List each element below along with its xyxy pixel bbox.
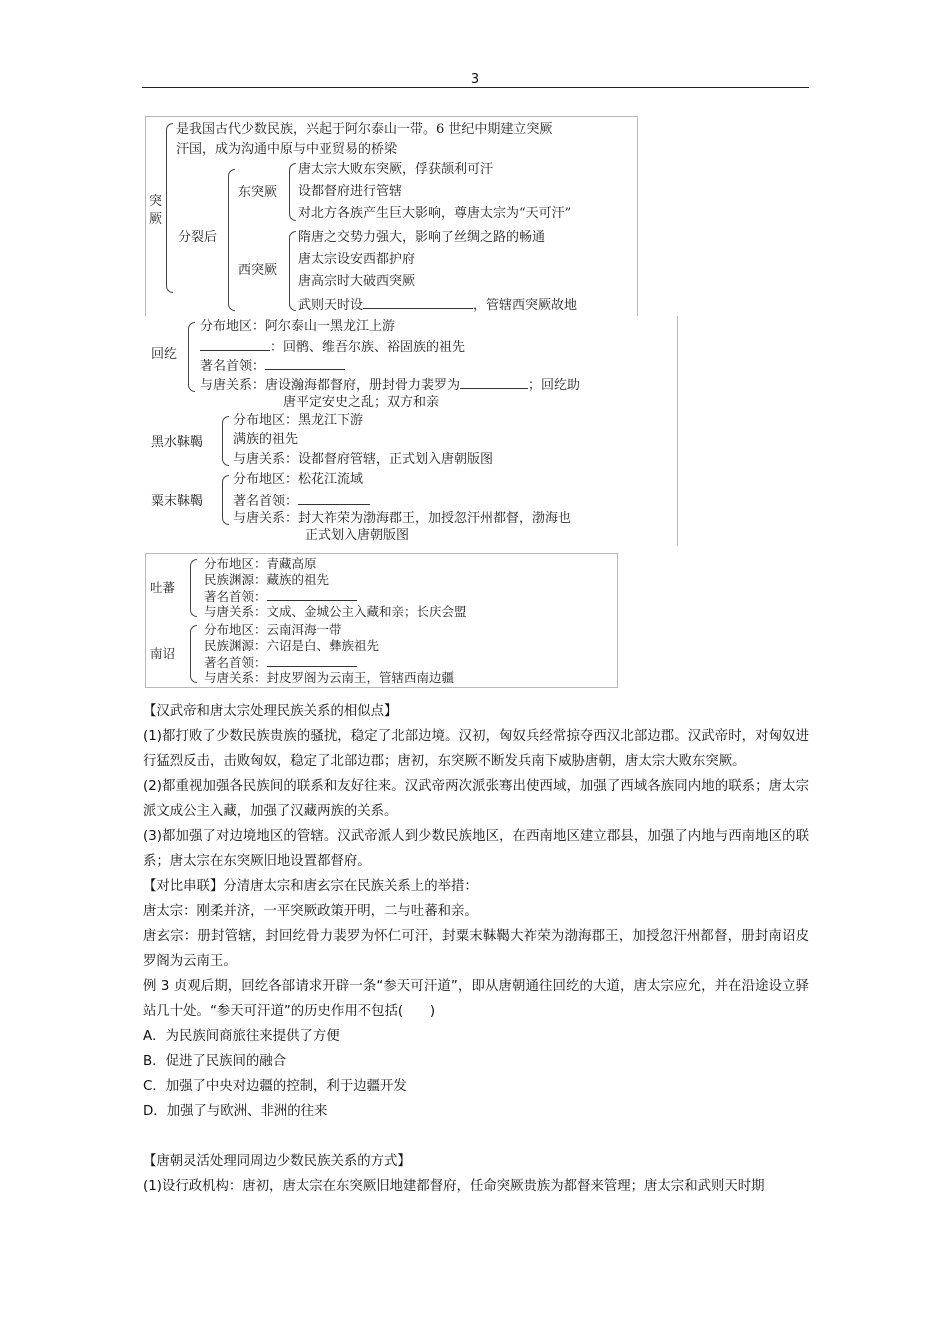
tubo-item-2: 民族渊源：藏族的祖先 [204, 572, 330, 587]
blank-line [265, 357, 345, 370]
east-item-3: 对北方各族产生巨大影响，尊唐太宗为“天可汗” [298, 206, 572, 221]
paragraph-1: (1)都打败了少数民族贵族的骚扰，稳定了北部边境。汉初，匈奴兵经常掠夺西汉北部边郡。汉武帝时，对匈奴进行猛烈反击，击败匈奴，稳定了北部边郡；唐初，东突厥不断发兵南下威胁唐朝，唐太宗大败东突厥。 [143, 729, 809, 769]
option-c: C．加强了中央对边疆的控制，利于边疆开发 [143, 1079, 407, 1094]
section-heading-comparison [143, 874, 809, 899]
huihe-item-4-suffix: ；回纥助 [528, 378, 581, 393]
heishui-item-2: 满族的祖先 [233, 432, 299, 447]
west-item-4-suffix: ，管辖西突厥故地 [473, 298, 578, 313]
blank-line [363, 296, 473, 309]
huihe-label: 回纥 [151, 347, 178, 362]
nanzhao-item-3-text: 著名首领： [204, 655, 267, 670]
option-a: A．为民族间商旅往来提供了方便 [143, 1029, 340, 1044]
page-number: 3 [470, 72, 480, 87]
blank-line [460, 376, 528, 389]
sumo-item-2 [233, 492, 370, 510]
tubo-item-3 [204, 588, 357, 605]
comparison-bracket: 【对比串联】 [143, 879, 224, 894]
west-tujue-label: 西突厥 [238, 263, 278, 278]
blank-line [200, 338, 270, 351]
blank-line [298, 492, 370, 505]
nanzhao-item-1: 分布地区：云南洱海一带 [204, 622, 342, 637]
split-label: 分裂后 [178, 230, 218, 245]
option-b: B．促进了民族间的融合 [143, 1054, 287, 1069]
paragraph-2: (2)都重视加强各民族间的联系和友好往来。汉武帝两次派张骞出使西域，加强了西域各族同内地的联系；唐太宗派文成公主入藏，加强了汉藏两族的关系。 [143, 779, 809, 819]
section-heading-similarities: 【汉武帝和唐太宗处理民族关系的相似点】 [143, 704, 398, 719]
west-item-2: 唐太宗设安西都护府 [298, 252, 416, 267]
heishui-item-3: 与唐关系：设都督府管辖，正式划入唐朝版图 [233, 452, 494, 467]
east-item-2: 设都督府进行管辖 [298, 184, 403, 199]
paragraph-6: (1)设行政机构：唐初，唐太宗在东突厥旧地建都督府，任命突厥贵族为都督来管理；唐太宗和武则天时期 [143, 1179, 765, 1194]
comparison-rest: 分清唐太宗和唐玄宗在民族关系上的举措： [223, 879, 478, 894]
sumo-item-3-cont: 正式划入唐朝版图 [305, 528, 410, 543]
huihe-item-4-cont: 唐平定安史之乱；双方和亲 [283, 395, 440, 410]
huihe-item-2-text: ：回鹘、维吾尔族、裕固族的祖先 [270, 340, 466, 355]
sumo-label: 粟末靺鞨 [151, 494, 204, 509]
west-item-1: 隋唐之交势力强大，影响了丝绸之路的畅通 [298, 230, 546, 245]
tubo-item-4: 与唐关系：文成、金城公主入藏和亲；长庆会盟 [204, 604, 467, 619]
west-brace [289, 231, 296, 311]
heishui-label: 黑水靺鞨 [151, 435, 204, 450]
west-item-4-prefix: 武则天时设 [298, 298, 364, 313]
option-d: D．加强了与欧洲、非洲的往来 [143, 1104, 328, 1119]
west-item-4 [298, 296, 577, 314]
sumo-item-2-text: 著名首领： [233, 494, 299, 509]
heishui-item-1: 分布地区：黑龙江下游 [233, 413, 364, 428]
nanzhao-item-3 [204, 654, 357, 671]
sumo-item-3: 与唐关系：封大祚荣为渤海郡王，加授忽汗州都督，渤海也 [233, 511, 572, 526]
huihe-item-4 [200, 376, 580, 394]
header-rule [142, 87, 809, 88]
tujue-intro-2: 汗国，成为沟通中原与中亚贸易的桥梁 [176, 142, 398, 157]
tujue-label: 突厥 [149, 194, 163, 227]
east-brace [289, 163, 296, 221]
west-item-3: 唐高宗时大破西突厥 [298, 274, 416, 289]
sumo-brace [222, 475, 229, 525]
east-item-1: 唐太宗大败东突厥，俘获颉利可汗 [298, 162, 494, 177]
tujue-brace [166, 123, 173, 293]
huihe-item-3-text: 著名首领： [200, 359, 266, 374]
tubo-item-1: 分布地区：青藏高原 [204, 556, 317, 571]
east-tujue-label: 东突厥 [238, 185, 278, 200]
paragraph-3: (3)都加强了对边境地区的管辖。汉武帝派人到少数民族地区，在西南地区建立郡县，加强了内地与西南地区的联系；唐太宗在东突厥旧地设置都督府。 [143, 829, 809, 869]
paragraph-xuanzong: 唐玄宗：册封管辖，封回纥骨力裴罗为怀仁可汗，封粟末靺鞨大祚荣为渤海郡王，加授忽汗州都督，册封南诏皮罗阁为云南王。 [143, 929, 809, 969]
spacer [143, 1124, 809, 1149]
diagram-tubo-nanzhao [145, 553, 618, 688]
diagram-tujue [145, 116, 638, 317]
nanzhao-item-2: 民族渊源：六诏是白、彝族祖先 [204, 638, 380, 653]
huihe-item-1: 分布地区：阿尔泰山一黑龙江上游 [200, 319, 396, 334]
huihe-item-2 [200, 338, 465, 356]
main-text [143, 699, 809, 1199]
example-question: 例 3 贞观后期，回纥各部请求开辟一条“参天可汗道”，即从唐朝通往回纥的大道，唐太宗应允，并在沿途设立驿站几十处。“参天可汗道”的历史作用不包括( ) [143, 979, 809, 1019]
section-heading-flexible: 【唐朝灵活处理同周边少数民族关系的方式】 [143, 1154, 411, 1169]
blank-line [267, 588, 357, 601]
huihe-brace [188, 322, 195, 392]
sumo-item-1: 分布地区：松花江流域 [233, 472, 364, 487]
tubo-label: 吐蕃 [150, 580, 176, 595]
tubo-item-3-text: 著名首领： [204, 589, 267, 604]
nanzhao-brace [190, 625, 197, 683]
nanzhao-item-4: 与唐关系：封皮罗阁为云南王，管辖西南边疆 [204, 670, 455, 685]
heishui-brace [222, 416, 229, 466]
split-brace [228, 169, 235, 311]
huihe-item-3 [200, 357, 345, 375]
diagram-huihe-mohe [145, 316, 678, 546]
paragraph-taizong: 唐太宗：刚柔并济，一平突厥政策开明，二与吐蕃和亲。 [143, 904, 478, 919]
nanzhao-label: 南诏 [150, 646, 176, 661]
blank-line [267, 654, 357, 667]
huihe-item-4-prefix: 与唐关系：唐设瀚海都督府，册封骨力裴罗为 [200, 378, 461, 393]
tubo-brace [190, 559, 197, 617]
tujue-intro-1: 是我国古代少数民族，兴起于阿尔泰山一带。6 世纪中期建立突厥 [176, 122, 553, 137]
